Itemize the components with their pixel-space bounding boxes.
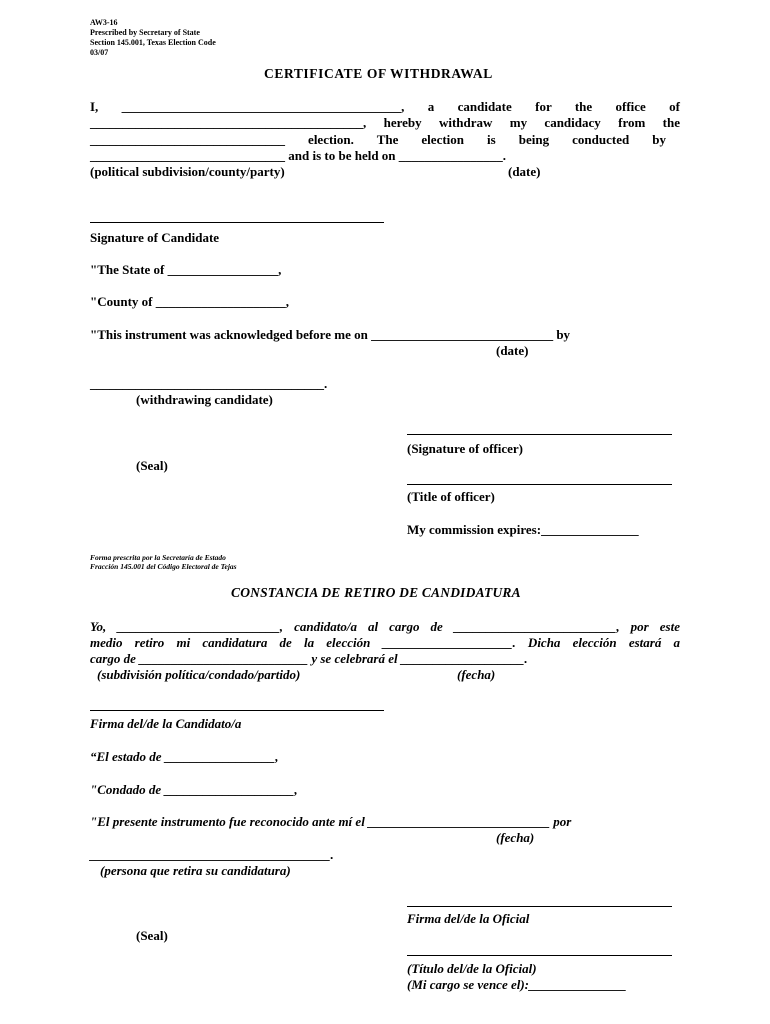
- spanish-commission-expires-line: (Mi cargo se vence el):_______________: [407, 977, 627, 992]
- commission-expires-line: My commission expires:_______________: [407, 522, 639, 537]
- spanish-acknowledged-line: "El presente instrumento fue reconocido ante mí el ____________________________ por: [90, 814, 572, 829]
- spanish-officer-signature-line: [407, 906, 672, 907]
- section-reference: Section 145.001, Texas Election Code: [90, 38, 216, 47]
- seal-label: (Seal): [136, 458, 168, 473]
- spanish-section-reference: Fracción 145.001 del Código Electoral de Tejas: [90, 562, 237, 571]
- spanish-line-2: medio retiro mi candidatura de la elección ____________________. Dicha elección estará a: [90, 635, 680, 650]
- date-label: (date): [508, 164, 541, 179]
- candidate-signature-line: [90, 222, 384, 223]
- spanish-candidate-signature-line: [90, 710, 384, 711]
- spanish-political-subdivision-label: (subdivisión política/condado/partido): [97, 667, 301, 682]
- spanish-withdrawing-label: (persona que retira su candidatura): [100, 863, 291, 878]
- prescribed-by: Prescribed by Secretary of State: [90, 28, 200, 37]
- withdrawal-line-4: ______________________________ and is to be held on ________________.: [90, 148, 507, 163]
- withdrawing-candidate-blank: ____________________________________.: [90, 376, 328, 391]
- spanish-title: CONSTANCIA DE RETIRO DE CANDIDATURA: [231, 585, 521, 600]
- officer-title-label: (Title of officer): [407, 489, 495, 504]
- spanish-line-1: Yo, _________________________, candidato/a al cargo de _________________________, por este: [90, 619, 680, 634]
- spanish-line-3: cargo de __________________________ y se celebrará el ___________________.: [90, 651, 528, 666]
- spanish-candidate-signature-label: Firma del/de la Candidato/a: [90, 716, 242, 731]
- state-line: "The State of _________________,: [90, 262, 282, 277]
- spanish-officer-title-label: (Título del/de la Oficial): [407, 961, 537, 976]
- spanish-officer-signature-label: Firma del/de la Oficial: [407, 911, 530, 926]
- spanish-county-line: "Condado de ____________________,: [90, 782, 298, 797]
- spanish-seal-label: (Seal): [136, 928, 168, 943]
- officer-signature-label: (Signature of officer): [407, 441, 524, 456]
- form-number: AW3-16: [90, 18, 118, 27]
- spanish-acknowledged-date-label: (fecha): [496, 830, 535, 845]
- candidate-signature-label: Signature of Candidate: [90, 230, 220, 245]
- spanish-state-line: “El estado de _________________,: [90, 749, 279, 764]
- spanish-officer-title-line: [407, 955, 672, 956]
- page-title: CERTIFICATE OF WITHDRAWAL: [264, 66, 493, 81]
- withdrawing-candidate-label: (withdrawing candidate): [136, 392, 273, 407]
- political-subdivision-label: (political subdivision/county/party): [90, 164, 285, 179]
- county-line: "County of ____________________,: [90, 294, 289, 309]
- spanish-date-label: (fecha): [457, 667, 496, 682]
- acknowledged-line: "This instrument was acknowledged before me on ____________________________ by: [90, 327, 571, 342]
- officer-title-line: [407, 484, 672, 485]
- withdrawal-line-2: __________________________________________, hereby withdraw my candidacy from the: [90, 115, 680, 130]
- spanish-withdrawing-blank: _____________________________________.: [90, 847, 334, 862]
- acknowledged-date-label: (date): [496, 343, 529, 358]
- withdrawal-line-3: ______________________________ election. The election is being conducted by: [90, 132, 666, 147]
- officer-signature-line: [407, 434, 672, 435]
- spanish-prescribed-by: Forma prescrita por la Secretaría de Estado: [90, 553, 226, 562]
- date-code: 03/07: [90, 48, 109, 57]
- withdrawal-line-1: I, ___________________________________________, a candidate for the office of: [90, 99, 680, 114]
